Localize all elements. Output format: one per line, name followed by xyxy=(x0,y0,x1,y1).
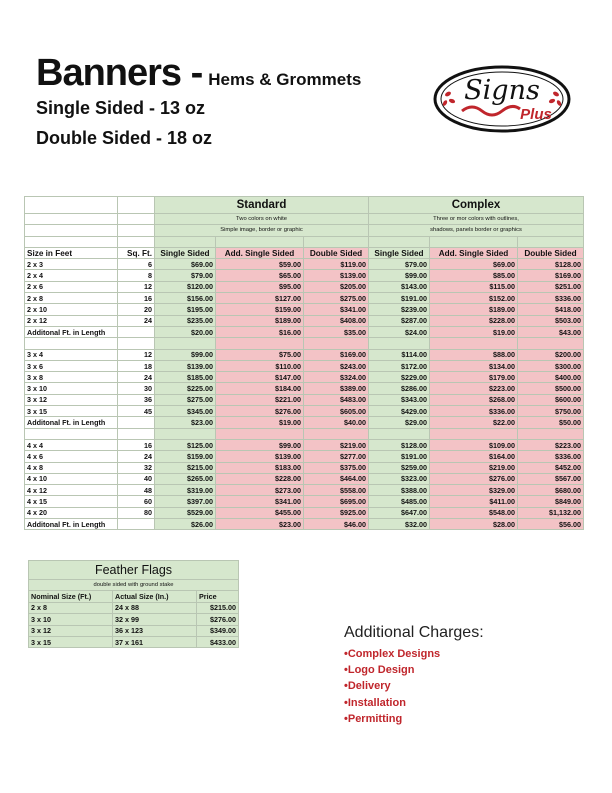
price-cell: $79.00 xyxy=(155,270,216,281)
group-standard: Standard xyxy=(155,197,369,214)
price-cell: $24.00 xyxy=(369,326,430,337)
price-cell: $1,132.00 xyxy=(518,507,584,518)
price-cell: $20.00 xyxy=(155,326,216,337)
price-cell: $605.00 xyxy=(304,406,369,417)
table-row xyxy=(25,360,584,371)
price-cell: $418.00 xyxy=(518,304,584,315)
price-cell: $46.00 xyxy=(304,519,369,530)
flags-note-row xyxy=(29,580,239,591)
price-cell: $189.00 xyxy=(430,304,518,315)
price-cell: $134.00 xyxy=(430,360,518,371)
price-cell: $345.00 xyxy=(155,406,216,417)
table-row xyxy=(25,507,584,518)
size-cell: 24 x 88 xyxy=(113,602,197,613)
price-cell: $336.00 xyxy=(430,406,518,417)
price-cell: $59.00 xyxy=(216,259,304,270)
blank-cell xyxy=(430,338,518,349)
price-cell: $75.00 xyxy=(216,349,304,360)
charge-item: •Delivery xyxy=(344,680,391,693)
sqft-cell: 36 xyxy=(118,394,155,405)
price-cell: $397.00 xyxy=(155,496,216,507)
complex-note: Three or mor colors with outlines, xyxy=(369,214,584,225)
price-cell: $452.00 xyxy=(518,462,584,473)
group-note-row xyxy=(25,214,584,225)
price-cell: $341.00 xyxy=(304,304,369,315)
price-cell: $529.00 xyxy=(155,507,216,518)
table-row xyxy=(25,394,584,405)
table-row xyxy=(29,636,239,647)
price-cell: $329.00 xyxy=(430,485,518,496)
price-cell: $56.00 xyxy=(518,519,584,530)
price-cell: $275.00 xyxy=(155,394,216,405)
size-cell: 4 x 20 xyxy=(25,507,118,518)
price-cell: $429.00 xyxy=(369,406,430,417)
price-cell: $65.00 xyxy=(216,270,304,281)
price-cell: $200.00 xyxy=(518,349,584,360)
price-cell: $388.00 xyxy=(369,485,430,496)
blank-cell xyxy=(25,236,118,247)
price-cell: $139.00 xyxy=(216,451,304,462)
column-header: Nominal Size (Ft.) xyxy=(29,591,113,602)
price-cell: $695.00 xyxy=(304,496,369,507)
price-cell: $228.00 xyxy=(430,315,518,326)
blank-cell xyxy=(430,236,518,247)
price-cell: $223.00 xyxy=(518,439,584,450)
price-cell: $548.00 xyxy=(430,507,518,518)
price-cell: $286.00 xyxy=(369,383,430,394)
table-row xyxy=(25,259,584,270)
table-row xyxy=(25,473,584,484)
size-cell: 3 x 10 xyxy=(29,614,113,625)
size-cell: 3 x 4 xyxy=(25,349,118,360)
price-cell: $147.00 xyxy=(216,372,304,383)
price-cell: $195.00 xyxy=(155,304,216,315)
price-cell: $341.00 xyxy=(216,496,304,507)
double-sided-spec: Double Sided - 18 oz xyxy=(36,128,213,148)
price-cell: $287.00 xyxy=(369,315,430,326)
price-cell: $164.00 xyxy=(430,451,518,462)
size-cell: 4 x 12 xyxy=(25,485,118,496)
sqft-cell: 16 xyxy=(118,293,155,304)
price-cell: $114.00 xyxy=(369,349,430,360)
blank-cell xyxy=(304,236,369,247)
sqft-cell: 24 xyxy=(118,451,155,462)
table-row xyxy=(25,315,584,326)
size-cell: 3 x 10 xyxy=(25,383,118,394)
price-cell: $79.00 xyxy=(369,259,430,270)
price-cell: $26.00 xyxy=(155,519,216,530)
price-cell: $127.00 xyxy=(216,293,304,304)
charge-item: •Permitting xyxy=(344,712,403,725)
price-cell: $265.00 xyxy=(155,473,216,484)
sqft-cell: 20 xyxy=(118,304,155,315)
table-row xyxy=(25,496,584,507)
price-cell: $400.00 xyxy=(518,372,584,383)
price-cell: $159.00 xyxy=(216,304,304,315)
table-row xyxy=(25,485,584,496)
sqft-cell: 18 xyxy=(118,360,155,371)
table-row xyxy=(25,372,584,383)
price-cell: $503.00 xyxy=(518,315,584,326)
price-cell: $411.00 xyxy=(430,496,518,507)
blank-cell xyxy=(118,428,155,439)
sqft-cell: 40 xyxy=(118,473,155,484)
size-cell: 3 x 12 xyxy=(29,625,113,636)
price-cell: $276.00 xyxy=(197,614,239,625)
size-cell: 2 x 8 xyxy=(25,293,118,304)
flags-header-row xyxy=(29,591,239,602)
price-cell: $16.00 xyxy=(216,326,304,337)
table-row xyxy=(29,625,239,636)
column-header: Double Sided xyxy=(304,247,369,258)
price-cell: $277.00 xyxy=(304,451,369,462)
blank-cell xyxy=(25,225,118,236)
additional-label: Additonal Ft. in Length xyxy=(25,519,118,530)
price-cell: $567.00 xyxy=(518,473,584,484)
size-cell: 2 x 10 xyxy=(25,304,118,315)
price-cell: $128.00 xyxy=(369,439,430,450)
price-cell: $221.00 xyxy=(216,394,304,405)
price-cell: $389.00 xyxy=(304,383,369,394)
price-cell xyxy=(118,326,155,337)
price-cell: $223.00 xyxy=(430,383,518,394)
price-cell: $243.00 xyxy=(304,360,369,371)
title-subtitle: Hems & Grommets xyxy=(208,70,362,89)
price-cell: $115.00 xyxy=(430,281,518,292)
price-cell: $43.00 xyxy=(518,326,584,337)
group-note-row xyxy=(25,225,584,236)
price-cell: $225.00 xyxy=(155,383,216,394)
additional-length-row xyxy=(25,519,584,530)
sqft-cell: 6 xyxy=(118,259,155,270)
blank-cell xyxy=(518,428,584,439)
price-cell: $235.00 xyxy=(155,315,216,326)
size-cell: 4 x 15 xyxy=(25,496,118,507)
size-cell: 4 x 4 xyxy=(25,439,118,450)
price-cell: $323.00 xyxy=(369,473,430,484)
price-cell: $276.00 xyxy=(216,406,304,417)
size-cell: 4 x 6 xyxy=(25,451,118,462)
table-row xyxy=(25,406,584,417)
sqft-cell: 8 xyxy=(118,270,155,281)
price-cell: $152.00 xyxy=(430,293,518,304)
price-cell: $219.00 xyxy=(304,439,369,450)
price-cell: $558.00 xyxy=(304,485,369,496)
price-cell: $179.00 xyxy=(430,372,518,383)
additional-charges xyxy=(344,624,484,727)
price-cell: $680.00 xyxy=(518,485,584,496)
price-cell: $268.00 xyxy=(430,394,518,405)
price-cell: $273.00 xyxy=(216,485,304,496)
column-header: Size in Feet xyxy=(25,247,118,258)
table-row xyxy=(29,614,239,625)
table-row xyxy=(25,462,584,473)
sqft-cell: 16 xyxy=(118,439,155,450)
column-header-row xyxy=(25,247,584,258)
price-cell xyxy=(118,519,155,530)
price-cell: $215.00 xyxy=(197,602,239,613)
size-cell: 2 x 3 xyxy=(25,259,118,270)
banner-pricing-table xyxy=(24,196,584,530)
price-cell: $251.00 xyxy=(518,281,584,292)
complex-note: shadows, panels border or graphics xyxy=(369,225,584,236)
price-cell: $343.00 xyxy=(369,394,430,405)
size-cell: 4 x 8 xyxy=(25,462,118,473)
price-cell: $349.00 xyxy=(197,625,239,636)
additional-charges-list xyxy=(344,646,484,727)
price-cell xyxy=(118,417,155,428)
size-cell: 2 x 8 xyxy=(29,602,113,613)
sqft-cell: 32 xyxy=(118,462,155,473)
group-header-row xyxy=(25,197,584,214)
size-cell: 3 x 15 xyxy=(25,406,118,417)
charge-item: •Logo Design xyxy=(344,664,415,677)
standard-note: Two colors on white xyxy=(155,214,369,225)
price-cell: $647.00 xyxy=(369,507,430,518)
flags-title-row xyxy=(29,561,239,580)
blank-cell xyxy=(369,236,430,247)
sqft-cell: 45 xyxy=(118,406,155,417)
table-row xyxy=(29,602,239,613)
price-cell: $159.00 xyxy=(155,451,216,462)
single-sided-spec: Single Sided - 13 oz xyxy=(36,98,206,118)
price-cell: $215.00 xyxy=(155,462,216,473)
price-cell: $125.00 xyxy=(155,439,216,450)
price-cell: $259.00 xyxy=(369,462,430,473)
price-cell: $119.00 xyxy=(304,259,369,270)
table-row xyxy=(25,451,584,462)
blank-cell xyxy=(155,338,216,349)
price-cell: $88.00 xyxy=(430,349,518,360)
price-cell: $95.00 xyxy=(216,281,304,292)
blank-cell xyxy=(430,428,518,439)
blank-cell xyxy=(216,428,304,439)
logo-word-signs: Signs xyxy=(464,75,540,106)
column-header: Sq. Ft. xyxy=(118,247,155,258)
size-cell: 3 x 8 xyxy=(25,372,118,383)
price-cell: $375.00 xyxy=(304,462,369,473)
price-cell: $189.00 xyxy=(216,315,304,326)
price-cell: $19.00 xyxy=(216,417,304,428)
sqft-cell: 80 xyxy=(118,507,155,518)
table-row xyxy=(25,349,584,360)
price-cell: $143.00 xyxy=(369,281,430,292)
column-header: Double Sided xyxy=(518,247,584,258)
price-cell: $139.00 xyxy=(155,360,216,371)
blank-cell xyxy=(25,197,118,214)
price-cell: $19.00 xyxy=(430,326,518,337)
price-cell: $99.00 xyxy=(369,270,430,281)
price-cell: $29.00 xyxy=(369,417,430,428)
price-cell: $69.00 xyxy=(430,259,518,270)
price-cell: $169.00 xyxy=(518,270,584,281)
blank-cell xyxy=(118,197,155,214)
price-cell: $183.00 xyxy=(216,462,304,473)
blank-cell xyxy=(216,236,304,247)
price-cell: $191.00 xyxy=(369,293,430,304)
blank-cell xyxy=(518,236,584,247)
spacer-row xyxy=(25,338,584,349)
sqft-cell: 12 xyxy=(118,281,155,292)
price-cell: $110.00 xyxy=(216,360,304,371)
price-cell: $32.00 xyxy=(369,519,430,530)
price-cell: $433.00 xyxy=(197,636,239,647)
sqft-cell: 30 xyxy=(118,383,155,394)
table-row xyxy=(25,270,584,281)
blank-cell xyxy=(118,214,155,225)
price-cell: $219.00 xyxy=(430,462,518,473)
price-cell: $172.00 xyxy=(369,360,430,371)
price-cell: $336.00 xyxy=(518,293,584,304)
price-cell: $23.00 xyxy=(216,519,304,530)
price-cell: $600.00 xyxy=(518,394,584,405)
price-cell: $191.00 xyxy=(369,451,430,462)
table-row xyxy=(25,304,584,315)
price-cell: $750.00 xyxy=(518,406,584,417)
price-cell: $228.00 xyxy=(216,473,304,484)
size-cell: 4 x 10 xyxy=(25,473,118,484)
additional-length-row xyxy=(25,417,584,428)
sqft-cell: 48 xyxy=(118,485,155,496)
blank-cell xyxy=(118,225,155,236)
price-cell: $455.00 xyxy=(216,507,304,518)
price-cell: $40.00 xyxy=(304,417,369,428)
additional-length-row xyxy=(25,326,584,337)
signs-plus-logo xyxy=(432,64,572,134)
blank-cell xyxy=(25,428,118,439)
size-cell: 2 x 12 xyxy=(25,315,118,326)
price-cell: $408.00 xyxy=(304,315,369,326)
column-header: Actual Size (In.) xyxy=(113,591,197,602)
blank-cell xyxy=(118,338,155,349)
blank-cell xyxy=(216,338,304,349)
price-cell: $139.00 xyxy=(304,270,369,281)
price-cell: $324.00 xyxy=(304,372,369,383)
sqft-cell: 24 xyxy=(118,372,155,383)
blank-cell xyxy=(369,428,430,439)
price-cell: $128.00 xyxy=(518,259,584,270)
group-complex: Complex xyxy=(369,197,584,214)
price-cell: $184.00 xyxy=(216,383,304,394)
standard-note: Simple image, border or graphic xyxy=(155,225,369,236)
price-cell: $69.00 xyxy=(155,259,216,270)
column-header: Add. Single Sided xyxy=(430,247,518,258)
blank-cell xyxy=(118,236,155,247)
price-cell: $28.00 xyxy=(430,519,518,530)
price-cell: $23.00 xyxy=(155,417,216,428)
price-cell: $109.00 xyxy=(430,439,518,450)
price-cell: $50.00 xyxy=(518,417,584,428)
blank-cell xyxy=(304,338,369,349)
price-cell: $275.00 xyxy=(304,293,369,304)
table-row xyxy=(25,383,584,394)
blank-cell xyxy=(155,428,216,439)
blank-cell xyxy=(304,428,369,439)
spacer-row xyxy=(25,236,584,247)
price-cell: $120.00 xyxy=(155,281,216,292)
price-cell: $925.00 xyxy=(304,507,369,518)
sqft-cell: 60 xyxy=(118,496,155,507)
blank-cell xyxy=(155,236,216,247)
column-header: Price xyxy=(197,591,239,602)
size-cell: 36 x 123 xyxy=(113,625,197,636)
price-cell: $205.00 xyxy=(304,281,369,292)
size-cell: 2 x 6 xyxy=(25,281,118,292)
price-cell: $500.00 xyxy=(518,383,584,394)
flags-title: Feather Flags xyxy=(29,561,239,580)
flags-note: double sided with ground stake xyxy=(29,580,239,591)
price-cell: $229.00 xyxy=(369,372,430,383)
blank-cell xyxy=(25,338,118,349)
title-main: Banners - xyxy=(36,52,203,94)
price-cell: $485.00 xyxy=(369,496,430,507)
price-cell: $156.00 xyxy=(155,293,216,304)
size-cell: 3 x 12 xyxy=(25,394,118,405)
price-cell: $22.00 xyxy=(430,417,518,428)
price-cell: $464.00 xyxy=(304,473,369,484)
price-cell: $185.00 xyxy=(155,372,216,383)
price-cell: $276.00 xyxy=(430,473,518,484)
price-cell: $319.00 xyxy=(155,485,216,496)
feather-flags-table xyxy=(28,560,239,648)
size-cell: 32 x 99 xyxy=(113,614,197,625)
blank-cell xyxy=(369,338,430,349)
blank-cell xyxy=(518,338,584,349)
logo-word-plus: Plus xyxy=(520,106,552,123)
additional-charges-title: Additional Charges: xyxy=(344,624,484,641)
size-cell: 3 x 15 xyxy=(29,636,113,647)
table-row xyxy=(25,293,584,304)
price-cell: $483.00 xyxy=(304,394,369,405)
price-cell: $336.00 xyxy=(518,451,584,462)
charge-item: •Installation xyxy=(344,696,406,709)
page-title xyxy=(36,52,361,95)
price-cell: $99.00 xyxy=(155,349,216,360)
charge-item: •Complex Designs xyxy=(344,648,441,660)
price-cell: $849.00 xyxy=(518,496,584,507)
additional-label: Additonal Ft. in Length xyxy=(25,417,118,428)
table-row xyxy=(25,439,584,450)
additional-label: Additonal Ft. in Length xyxy=(25,326,118,337)
size-cell: 3 x 6 xyxy=(25,360,118,371)
price-cell: $99.00 xyxy=(216,439,304,450)
price-cell: $35.00 xyxy=(304,326,369,337)
price-cell: $169.00 xyxy=(304,349,369,360)
spacer-row xyxy=(25,428,584,439)
price-cell: $85.00 xyxy=(430,270,518,281)
sqft-cell: 12 xyxy=(118,349,155,360)
blank-cell xyxy=(25,214,118,225)
table-row xyxy=(25,281,584,292)
size-cell: 37 x 161 xyxy=(113,636,197,647)
price-cell: $239.00 xyxy=(369,304,430,315)
size-cell: 2 x 4 xyxy=(25,270,118,281)
column-header: Single Sided xyxy=(155,247,216,258)
column-header: Single Sided xyxy=(369,247,430,258)
price-cell: $300.00 xyxy=(518,360,584,371)
sqft-cell: 24 xyxy=(118,315,155,326)
column-header: Add. Single Sided xyxy=(216,247,304,258)
